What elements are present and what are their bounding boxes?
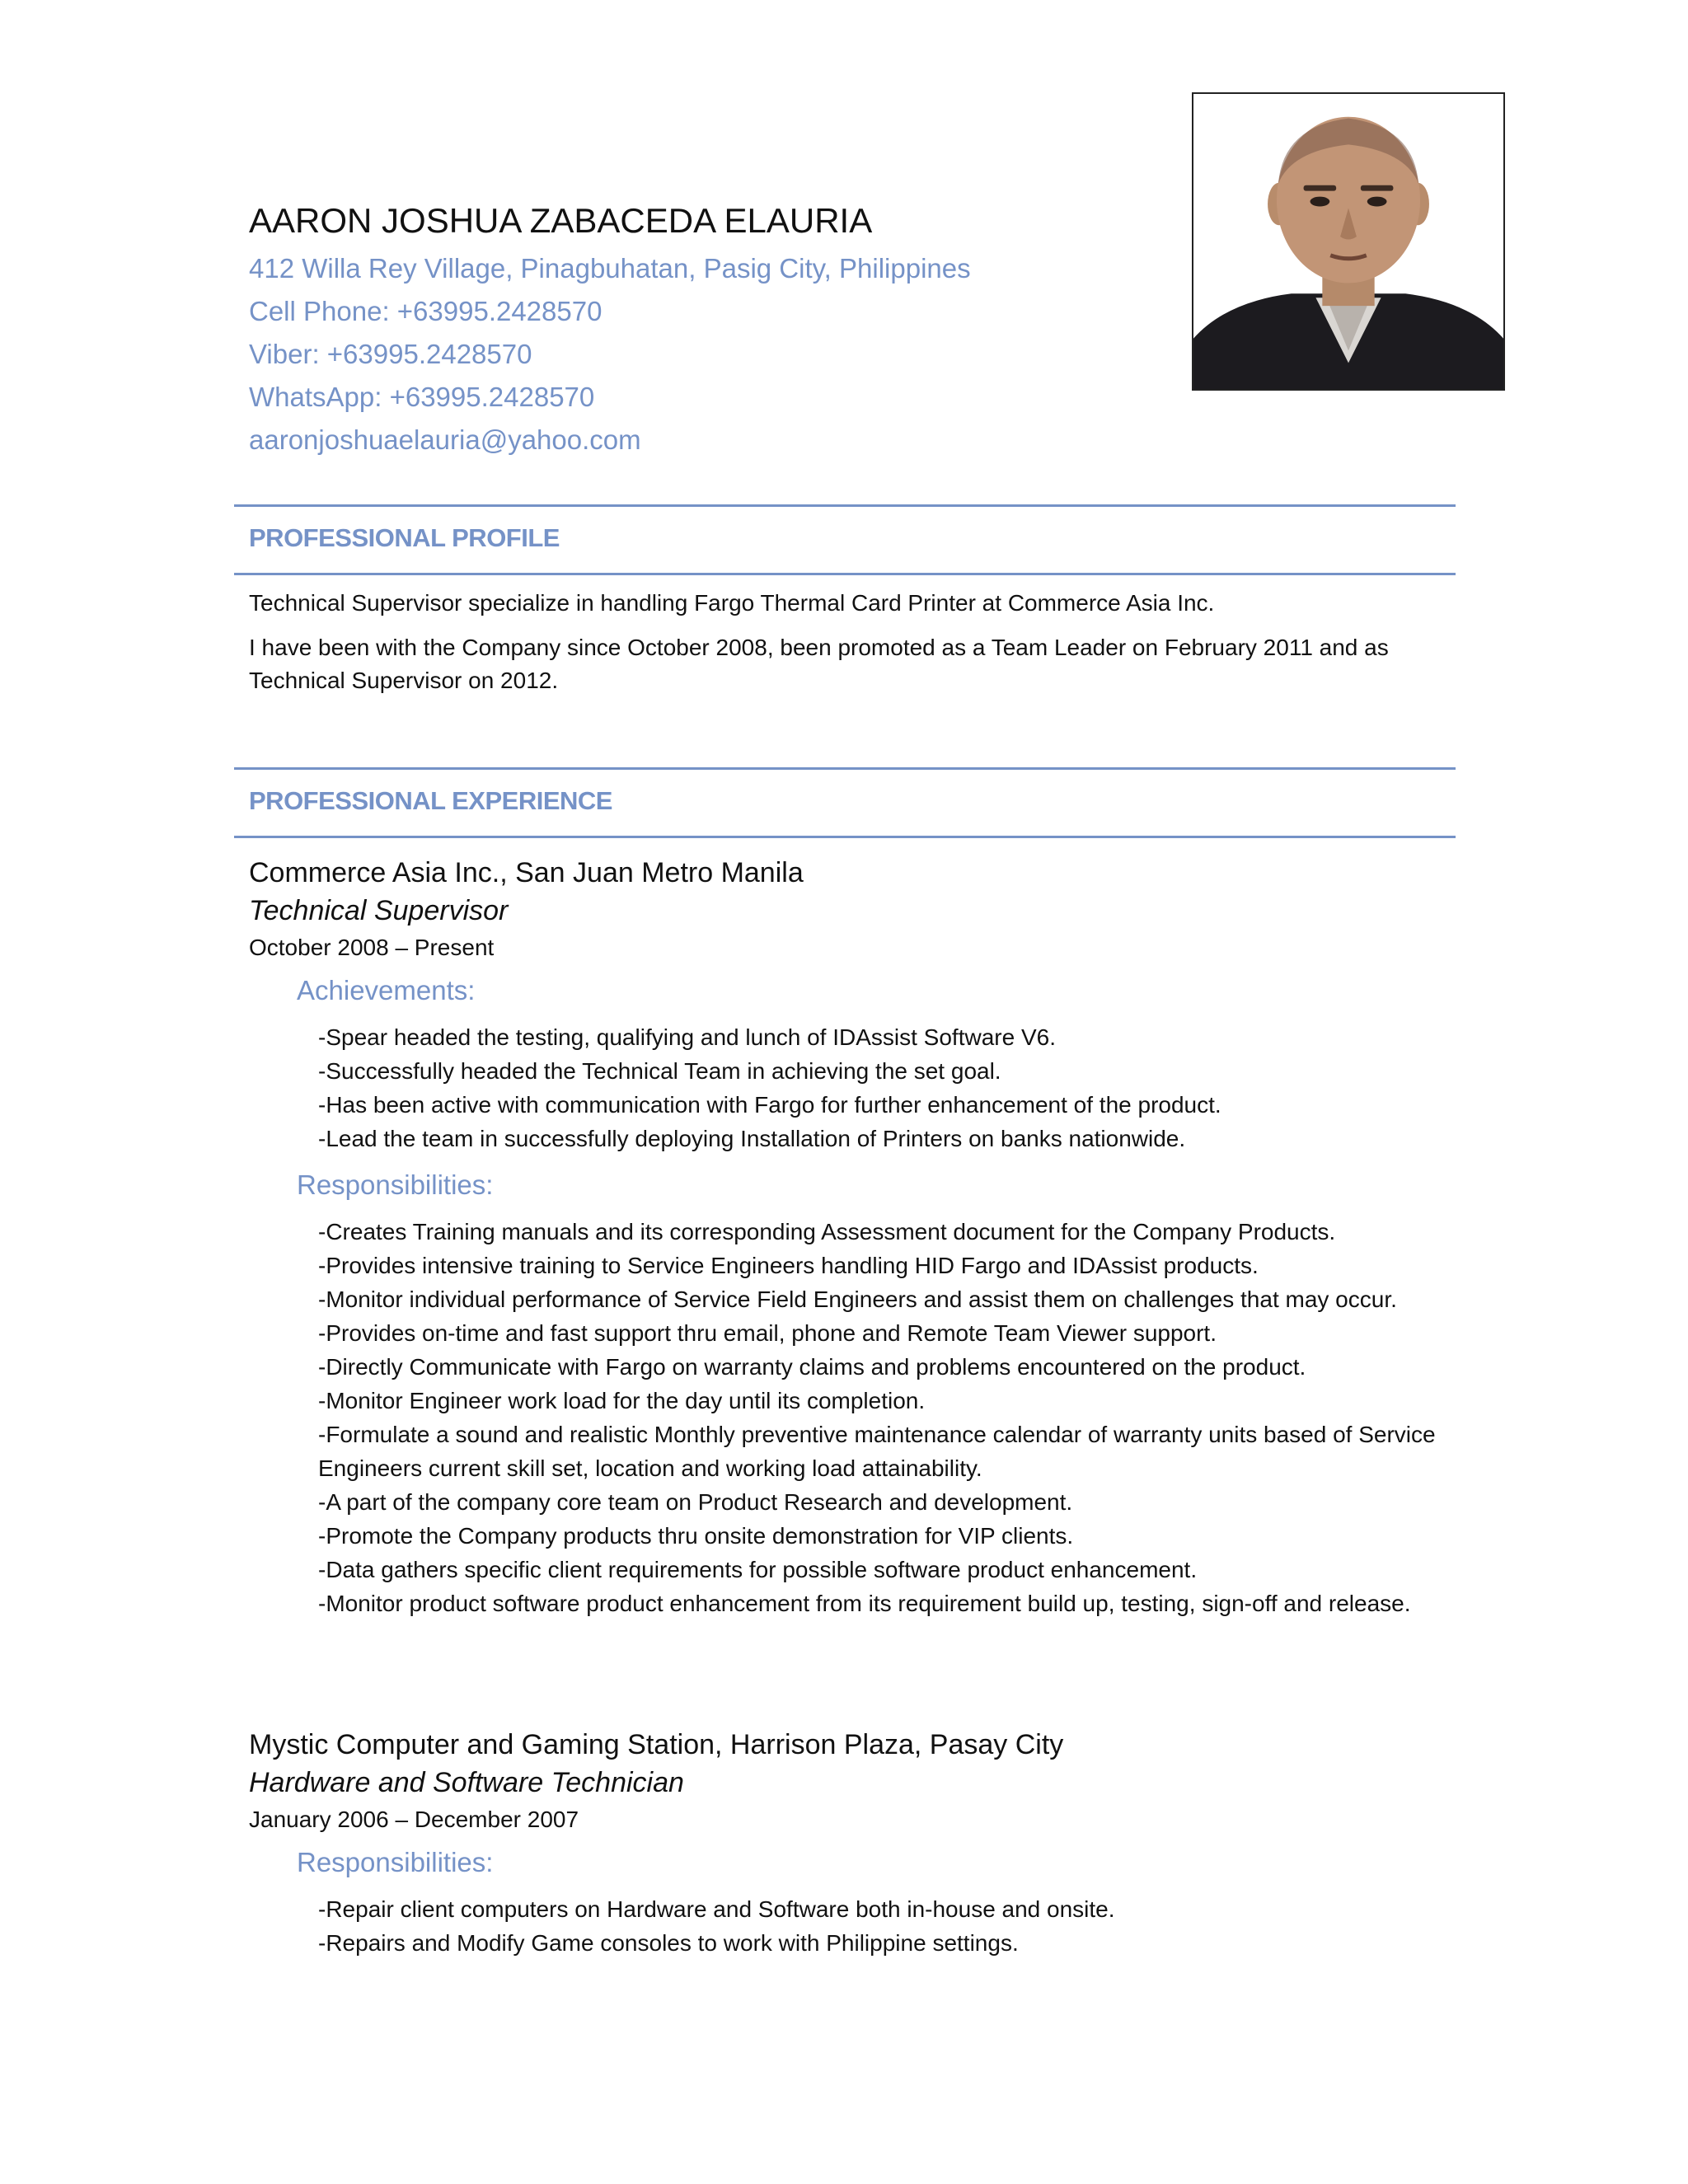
profile-body [249, 587, 1436, 709]
achievements-heading: Achievements: [297, 975, 476, 1005]
responsibilities-list [318, 1892, 1456, 1960]
list-item: -Repairs and Modify Game consoles to work with Philippine settings. [318, 1930, 1019, 1956]
responsibilities-heading: Responsibilities: [297, 1847, 494, 1877]
job-dates: January 2006 – December 2007 [249, 1807, 579, 1832]
list-item: -Directly Communicate with Fargo on warranty claims and problems encountered on the product. [318, 1354, 1306, 1380]
responsibilities-heading: Responsibilities: [297, 1169, 494, 1200]
experience-section-title: PROFESSIONAL EXPERIENCE [249, 786, 612, 815]
list-item: -Provides on-time and fast support thru email, phone and Remote Team Viewer support. [318, 1320, 1217, 1346]
address: 412 Willa Rey Village, Pinagbuhatan, Pasig City, Philippines [249, 253, 971, 284]
list-item: -Spear headed the testing, qualifying and lunch of IDAssist Software V6. [318, 1024, 1056, 1050]
list-item: -Data gathers specific client requirements for possible software product enhancement. [318, 1557, 1198, 1582]
person-portrait-image [1193, 94, 1503, 389]
list-item: -Monitor individual performance of Service Field Engineers and assist them on challenges that may occur. [318, 1286, 1397, 1312]
list-item: -Monitor Engineer work load for the day until its completion. [318, 1388, 926, 1413]
job-entry [249, 854, 1452, 1620]
company-name: Mystic Computer and Gaming Station, Harrison Plaza, Pasay City [249, 1729, 1064, 1760]
job-title: Technical Supervisor [249, 895, 509, 926]
list-item: -A part of the company core team on Product Research and development. [318, 1489, 1073, 1515]
responsibilities-list [318, 1215, 1456, 1620]
email[interactable]: aaronjoshuaelauria@yahoo.com [249, 424, 641, 455]
candidate-name: AARON JOSHUA ZABACEDA ELAURIA [249, 201, 873, 240]
job-entry [249, 1726, 1452, 1960]
whatsapp: WhatsApp: +63995.2428570 [249, 382, 595, 412]
list-item: -Lead the team in successfully deploying Installation of Printers on banks nationwide. [318, 1126, 1186, 1151]
contact-header [249, 198, 1156, 462]
profile-section-header [234, 504, 1456, 575]
job-title: Hardware and Software Technician [249, 1767, 684, 1798]
job-dates: October 2008 – Present [249, 935, 495, 960]
list-item: -Provides intensive training to Service Engineers handling HID Fargo and IDAssist products. [318, 1253, 1259, 1278]
list-item: -Monitor product software product enhancement from its requirement build up, testing, sign-off and release. [318, 1591, 1411, 1616]
profile-photo [1192, 92, 1505, 391]
list-item: -Repair client computers on Hardware and Software both in-house and onsite. [318, 1896, 1115, 1922]
list-item: -Formulate a sound and realistic Monthly preventive maintenance calendar of warranty units based of Service Engineers current skill set, location and working load attainability. [318, 1422, 1436, 1481]
profile-paragraph: I have been with the Company since October 2008, been promoted as a Team Leader on February 2011 and as Technical Supervisor on 2012. [249, 635, 1389, 693]
list-item: -Has been active with communication with Fargo for further enhancement of the product. [318, 1092, 1221, 1118]
profile-paragraph: Technical Supervisor specialize in handling Fargo Thermal Card Printer at Commerce Asia Inc. [249, 590, 1215, 616]
list-item: -Successfully headed the Technical Team in achieving the set goal. [318, 1058, 1001, 1084]
list-item: -Creates Training manuals and its corresponding Assessment document for the Company Products. [318, 1219, 1336, 1244]
cell-phone: Cell Phone: +63995.2428570 [249, 296, 603, 326]
experience-section-header [234, 767, 1456, 838]
achievements-list [318, 1020, 1456, 1155]
viber: Viber: +63995.2428570 [249, 339, 532, 369]
profile-section-title: PROFESSIONAL PROFILE [249, 523, 560, 552]
company-name: Commerce Asia Inc., San Juan Metro Manila [249, 857, 804, 888]
list-item: -Promote the Company products thru onsite demonstration for VIP clients. [318, 1523, 1074, 1549]
